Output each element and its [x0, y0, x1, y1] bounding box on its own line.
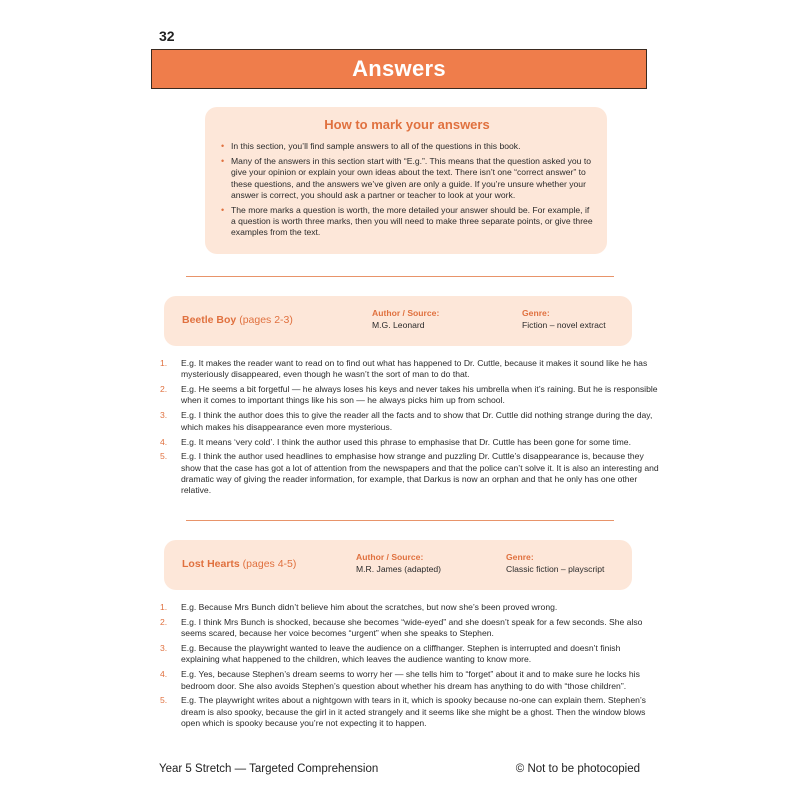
howto-item: [221, 156, 593, 201]
answer-text: E.g. It makes the reader want to read on to find out what has happened to Dr. Cuttle, because it makes it sound like he has mysteriously disappeared, even though he wasn’t the sort of man to do that.: [181, 358, 648, 380]
genre-label: Genre:: [506, 552, 534, 562]
answer-item: [160, 410, 660, 433]
bullet-icon: •: [221, 156, 225, 167]
answer-number: 4.: [160, 436, 168, 447]
answer-item: [160, 451, 660, 496]
section-header-lost-hearts: [164, 540, 632, 590]
howto-item-text: In this section, you’ll find sample answers to all of the questions in this book.: [231, 141, 521, 151]
answer-number: 4.: [160, 669, 168, 680]
answers-list-beetle-boy: [160, 358, 660, 500]
answer-number: 1.: [160, 602, 168, 612]
howto-item-text: Many of the answers in this section start with “E.g.”. This means that the question asked you to give your opinion or explain your own ideas about the text. There isn’t one “correct answer” to these questions, and the answers we’ve given are only a guide. If you’re unsure whether your answer is correct, you should ask a partner or teacher to look at your work.: [231, 156, 592, 200]
section-title-name: Lost Hearts: [182, 558, 240, 570]
answer-item: [160, 669, 660, 692]
howto-item: [221, 205, 593, 239]
page-title: Answers: [352, 56, 446, 81]
answer-number: 5.: [160, 695, 168, 706]
answer-text: E.g. I think Mrs Bunch is shocked, because she becomes “wide-eyed” and she doesn’t speak for a few seconds. She also seems scared, because her voice becomes “urgent” when she speaks to Stephen.: [181, 616, 643, 639]
page-number: 32: [159, 28, 175, 44]
answer-text: E.g. Because the playwright wanted to leave the audience on a cliffhanger. Stephen is interrupted and doesn’t finish explaining what happened to the children, which leaves the audience wanting to know more.: [181, 643, 621, 665]
answer-number: 5.: [160, 451, 168, 462]
genre-label: Genre:: [522, 308, 550, 318]
author-label: Author / Source:: [372, 308, 440, 318]
answer-item: [160, 384, 660, 407]
bullet-icon: •: [221, 205, 225, 216]
footer-copyright: © Not to be photocopied: [515, 763, 640, 775]
author-label: Author / Source:: [356, 552, 424, 562]
answer-number: 1.: [160, 358, 168, 368]
section-title: [182, 314, 293, 326]
howto-title: How to mark your answers: [324, 117, 490, 132]
answer-item: [160, 437, 660, 448]
footer-book-title: Year 5 Stretch — Targeted Comprehension: [159, 763, 379, 775]
howto-box: [205, 107, 607, 254]
answer-text: E.g. Yes, because Stephen’s dream seems to worry her — she tells him to “forget” about it and to make sure he locks his bedroom door. She also avoids Stephen’s question about whether his dream has anything to do with “those children”.: [181, 669, 640, 691]
answer-number: 3.: [160, 410, 168, 421]
howto-item-text: The more marks a question is worth, the more detailed your answer should be. For example, if a question is worth three marks, then you will need to make three separate points, or give three examples from the text.: [231, 205, 593, 238]
answer-text: E.g. Because Mrs Bunch didn’t believe him about the scratches, but now she’s been proved wrong.: [181, 602, 558, 612]
answer-item: [160, 643, 660, 666]
answer-text: E.g. I think the author does this to give the reader all the facts and to show that Dr. Cuttle did nothing strange during the day, which makes his disappearance even more mysterious.: [181, 410, 653, 432]
section-title-pages: (pages 4-5): [239, 558, 297, 570]
answers-list-lost-hearts: [160, 602, 660, 733]
answer-item: [160, 358, 660, 381]
answer-number: 2.: [160, 616, 168, 627]
bullet-icon: •: [221, 141, 225, 151]
genre-value: Fiction – novel extract: [522, 320, 606, 330]
section-title: [182, 558, 296, 570]
author-value: M.G. Leonard: [372, 320, 425, 330]
divider: [186, 520, 614, 521]
section-title-pages: (pages 2-3): [236, 314, 293, 326]
section-title-name: Beetle Boy: [182, 314, 237, 326]
answer-item: [160, 617, 660, 640]
section-header-beetle-boy: [164, 296, 632, 346]
author-value: M.R. James (adapted): [356, 564, 442, 574]
answer-text: E.g. The playwright writes about a nightgown with tears in it, which is spooky because no-one can explain them. Stephen’s dream is also spooky, because the girl in it acted strangely and it seems like she might be a ghost. Then the window blows open which is spooky because you’re not expecting it to happen.: [181, 695, 646, 729]
answer-number: 2.: [160, 384, 168, 395]
howto-list: [221, 141, 593, 239]
answer-number: 3.: [160, 643, 168, 654]
title-banner: [151, 49, 647, 89]
genre-value: Classic fiction – playscript: [506, 564, 605, 574]
divider: [186, 276, 614, 277]
answer-text: E.g. He seems a bit forgetful — he always loses his keys and never takes his umbrella when it’s raining. But he is responsible when it comes to important things like his son — he always picks him up from school.: [181, 384, 658, 406]
answer-text: E.g. It means ‘very cold’. I think the author used this phrase to emphasise that Dr. Cuttle has been gone for some time.: [181, 436, 631, 447]
answer-item: [160, 602, 660, 613]
howto-item: [221, 141, 593, 152]
answer-item: [160, 695, 660, 729]
answer-text: E.g. I think the author used headlines to emphasise how strange and puzzling Dr. Cuttle’s disappearance is, because they show that the case has got a lot of attention from the newspapers and that the police can’t solve it. It is also an interesting and dramatic way of giving the reader information, for example, that Darkus is now an orphan and that he only has one other relative.: [181, 451, 659, 496]
